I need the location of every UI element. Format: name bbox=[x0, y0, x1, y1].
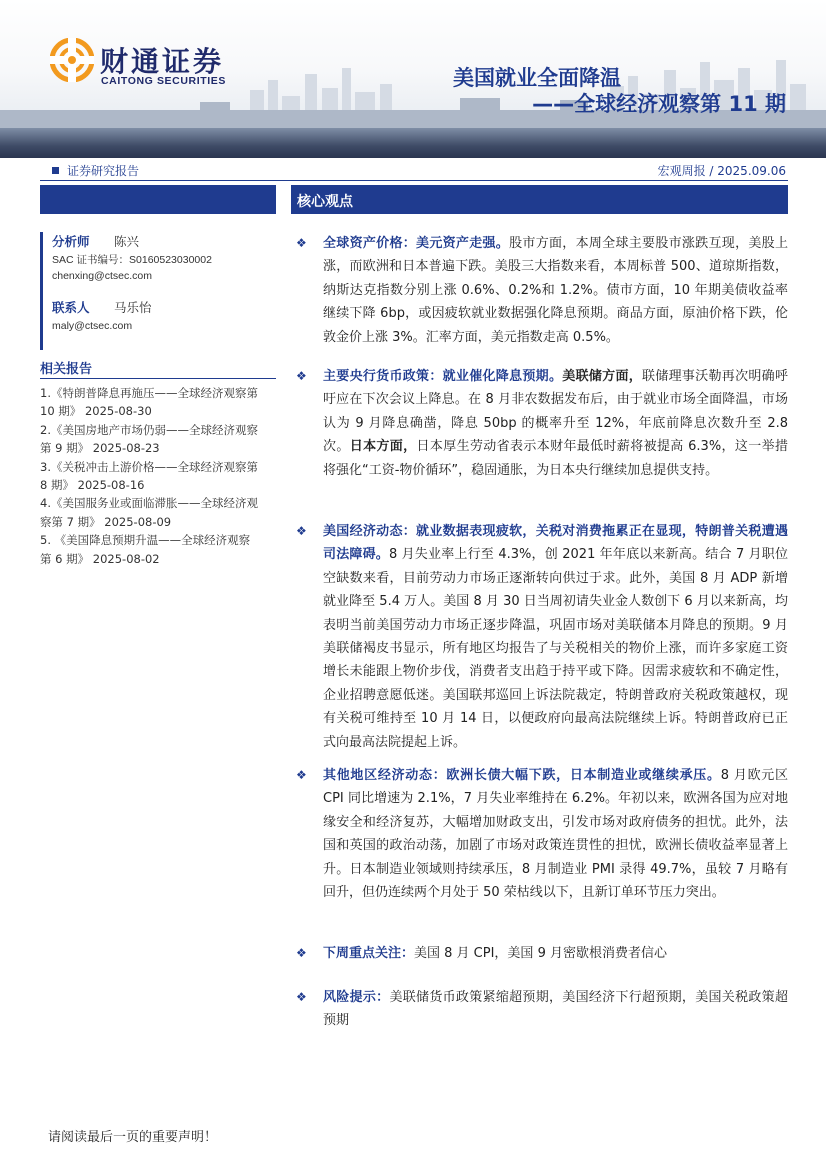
report-header bbox=[0, 0, 826, 158]
section-heading: 其他地区经济动态：欧洲长债大幅下跌，日本制造业或继续承压。 bbox=[323, 768, 721, 783]
diamond-bullet-icon: ❖ bbox=[296, 369, 307, 383]
brand-name-en: CAITONG SECURITIES bbox=[101, 75, 226, 87]
section-body: 8 月欧元区 CPI 同比增速为 2.1%，7 月失业率维持在 6.2%。年初以来，欧洲各国为应对地缘安全和经济复苏，大幅增加财政支出，引发市场对政府债务的担忧。此外，法国和英国的政治动荡，加剧了市场对政策连贯性的担忧，欧洲长债收益率显著上升。日本制造业领域则持续承压，8 月制造业 PMI 录得 49.7%，虽较 7 月略有回升，但仍连续两个月处于 50 荣枯线以下，且新订单环节压力突出。 bbox=[323, 768, 788, 901]
brand-name-cn: 财通证券 bbox=[100, 45, 225, 78]
section-body: 美国 8 月 CPI，美国 9 月密歇根消费者信心 bbox=[414, 946, 667, 961]
contact-card bbox=[40, 298, 276, 334]
section-body: 股市方面，本周全球主要股市涨跌互现，美股上涨，而欧洲和日本普遍下跌。美股三大指数来看，本周标普 500、道琼斯指数，纳斯达克指数分别上涨 0.6%、0.2%和 1.2%。债市方面，10 年期美债收益率继续下降 6bp，或因疲软就业数据强化降息预期。商品方面，原油价格下跌，伦敦金价上涨 3%。汇率方面，美元指数走高 0.5%。 bbox=[323, 236, 788, 345]
section-body: 8 月失业率上行至 4.3%，创 2021 年年底以来新高。结合 7 月职位空缺数来看，目前劳动力市场正逐渐转向供过于求。此外，美国 8 月 ADP 新增就业降至 5.4 万人。美国 8 月 30 日当周初请失业金人数创下 6 月以来新高，均表明当前美国劳动力市场正逐步降温，巩固市场对美联储本月降息的预期。9 月美联储褐皮书显示，所有地区均报告了与关税相关的物价上涨，而许多家庭工资增长未能跟上物价步伐，消费者支出趋于持平或下降。因需求疲软和不确定性，企业招聘意愿低迷。美国联邦巡回上诉法院裁定，特朗普政府关税政策越权，现有关税可维持至 10 月 14 日，以便政府向最高法院继续上诉。特朗普政府已正式向最高法院提起上诉。 bbox=[323, 547, 788, 750]
contact-email[interactable]: maly@ctsec.com bbox=[52, 320, 133, 332]
section-global-assets bbox=[296, 232, 788, 349]
section-heading: 风险提示： bbox=[323, 990, 390, 1005]
section-heading: 美国经济动态：就业数据表现疲软，关税对消费拖累正在显现，特朗普关税遭遇司法障碍。 bbox=[323, 524, 788, 563]
core-views-bar bbox=[291, 185, 788, 214]
diamond-bullet-icon: ❖ bbox=[296, 524, 307, 538]
report-type: 证券研究报告 bbox=[52, 162, 139, 179]
section-risk-warning bbox=[296, 986, 788, 1033]
section-heading: 全球资产价格：美元资产走强。 bbox=[323, 236, 510, 251]
core-views-title: 核心观点 bbox=[297, 194, 353, 210]
sidebar-header-bar bbox=[40, 185, 276, 214]
related-report-item[interactable]: 1.《特朗普降息再施压——全球经济观察第 10 期》 2025-08-30 bbox=[40, 386, 258, 419]
report-subtitle: ——全球经济观察第 11 期 bbox=[532, 92, 786, 116]
analyst-name: 陈兴 bbox=[114, 234, 140, 249]
related-report-item[interactable]: 5. 《美国降息预期升温——全球经济观察 第 6 期》 2025-08-02 bbox=[40, 533, 251, 566]
caitong-logo-icon bbox=[50, 38, 94, 82]
diamond-bullet-icon: ❖ bbox=[296, 990, 307, 1004]
related-reports-title: 相关报告 bbox=[40, 362, 93, 377]
header-band bbox=[0, 128, 826, 158]
square-bullet-icon bbox=[52, 167, 59, 174]
section-heading: 下周重点关注： bbox=[323, 946, 415, 961]
analyst-accent-line bbox=[40, 232, 43, 350]
header-divider bbox=[40, 180, 788, 181]
related-reports-divider bbox=[40, 378, 276, 379]
section-next-week bbox=[296, 942, 788, 965]
report-title: 美国就业全面降温 bbox=[453, 66, 621, 90]
section-other-regions bbox=[296, 764, 788, 904]
contact-name: 马乐怡 bbox=[114, 300, 152, 315]
analyst-cert: SAC 证书编号：S0160523030002 bbox=[52, 254, 212, 266]
diamond-bullet-icon: ❖ bbox=[296, 236, 307, 250]
analyst-role: 分析师 bbox=[52, 234, 90, 249]
related-report-item[interactable]: 3.《关税冲击上游价格——全球经济观察第 8 期》 2025-08-16 bbox=[40, 459, 258, 493]
diamond-bullet-icon: ❖ bbox=[296, 768, 307, 782]
analyst-card bbox=[40, 232, 276, 284]
section-heading: 主要央行货币政策：就业催化降息预期。 bbox=[323, 369, 563, 384]
report-date: 宏观周报 / 2025.09.06 bbox=[657, 164, 786, 178]
section-body: 美联储货币政策紧缩超预期，美国经济下行超预期，美国关税政策超预期 bbox=[323, 990, 788, 1029]
diamond-bullet-icon: ❖ bbox=[296, 946, 307, 960]
analyst-email[interactable]: chenxing@ctsec.com bbox=[52, 270, 152, 282]
related-reports-list bbox=[40, 384, 278, 568]
disclaimer-notice: 请阅读最后一页的重要声明！ bbox=[48, 1130, 218, 1145]
section-central-banks: ❖ 主要央行货币政策：就业催化降息预期。美联储方面，联储理事沃勒再次明确呼吁应在下次会议上降息。在 8 月非农数据发布后，由于就业市场全面降温，市场认为 9 月降息确凿，降息 50bp 的概率升至 12%，年底前降息次数升至 2.8 次。日本方面，日本厚生劳动省表示本财年最低时薪将被提高 6.3%，这一举措将强化“工资-物价循环”，稳固通胀，为日本央行继续加息提供支持。 bbox=[296, 365, 788, 482]
related-report-item[interactable]: 4.《美国服务业或面临滞胀——全球经济观 察第 7 期》 2025-08-09 bbox=[40, 496, 258, 529]
contact-role: 联系人 bbox=[52, 300, 90, 315]
related-report-item[interactable]: 2.《美国房地产市场仍弱——全球经济观察 第 9 期》 2025-08-23 bbox=[40, 422, 258, 456]
section-us-economy bbox=[296, 520, 788, 754]
